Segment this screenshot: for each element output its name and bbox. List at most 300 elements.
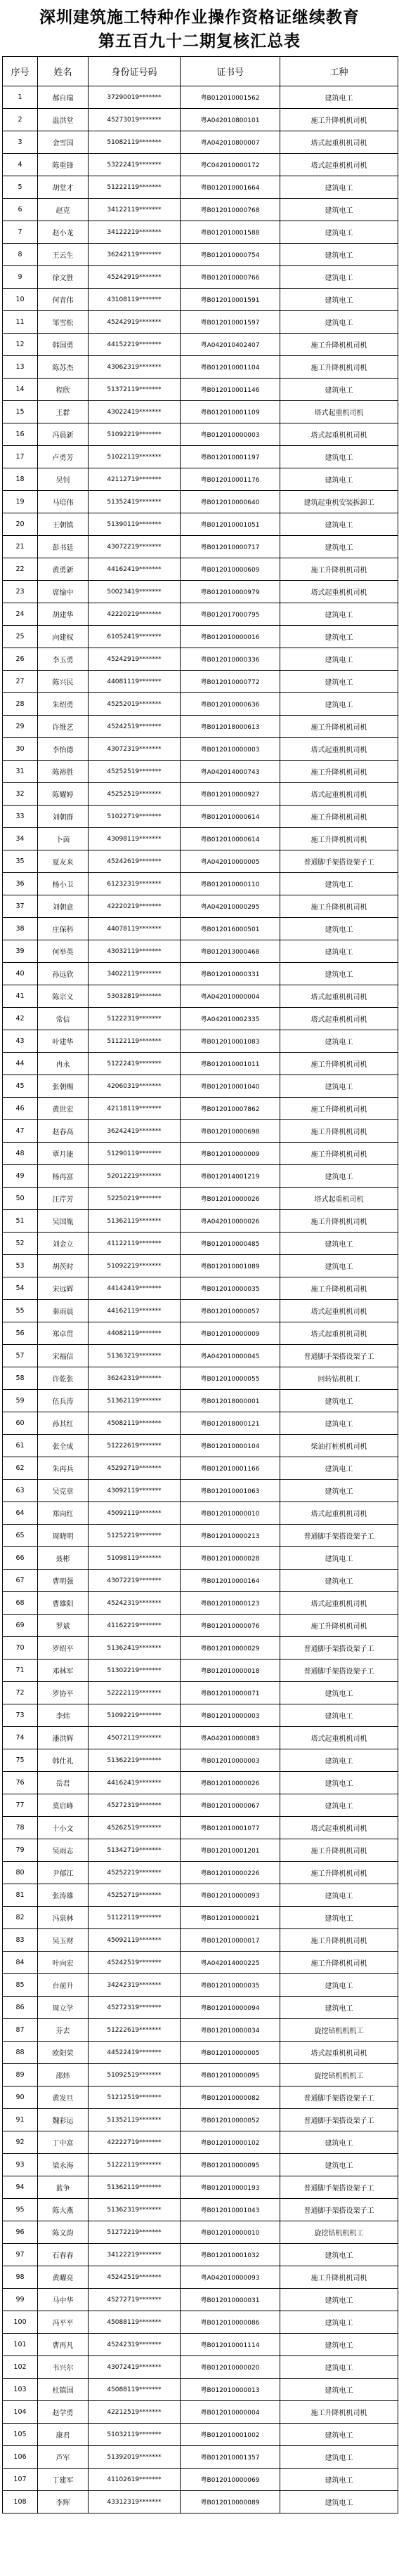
cell-cert-number: 粤B012010000754: [181, 244, 280, 266]
cell-cert-number: 粤B012010001201: [181, 1839, 280, 1862]
cell-id-number: 42222719*******: [89, 2131, 181, 2154]
cell-job-type: 施工升降机机司机: [280, 1952, 398, 1974]
cell-job-type: 旋挖钻机机机工: [280, 2019, 398, 2042]
cell-name: 蓝争: [38, 2176, 89, 2199]
table-row: [3, 2154, 398, 2176]
cell-seq: 60: [3, 1412, 38, 1435]
cell-cert-number: 粤C042010000172: [181, 154, 280, 176]
cell-name: 胡建华: [38, 603, 89, 626]
cell-name: 宋远辉: [38, 1277, 89, 1300]
cell-job-type: 建筑电工: [280, 176, 398, 199]
cell-cert-number: 粤B012010000010: [181, 1502, 280, 1525]
cell-job-type: 施工升降机机司机: [280, 356, 398, 379]
cell-job-type: 普通脚手架搭设架子工: [280, 1660, 398, 1682]
table-row: [3, 2131, 398, 2154]
cell-name: 梁永海: [38, 2154, 89, 2176]
cell-seq: 100: [3, 2311, 38, 2334]
cell-id-number: 51222319*******: [89, 1008, 181, 1030]
cell-job-type: 建筑电工: [280, 468, 398, 491]
cell-seq: 10: [3, 289, 38, 311]
cell-id-number: 51362319*******: [89, 2199, 181, 2221]
cell-name: 汪芹芳: [38, 1188, 89, 1210]
cell-cert-number: 粤B012014001219: [181, 1165, 280, 1188]
cell-name: 许维艺: [38, 716, 89, 738]
header-name: 姓名: [38, 57, 89, 86]
cell-seq: 98: [3, 2266, 38, 2289]
cell-seq: 73: [3, 1704, 38, 1727]
cell-seq: 89: [3, 2064, 38, 2087]
cell-name: 张涛雄: [38, 1884, 89, 1907]
cell-seq: 57: [3, 1345, 38, 1367]
cell-seq: 103: [3, 2379, 38, 2401]
table-row: [3, 693, 398, 716]
cell-id-number: 51022119*******: [89, 446, 181, 468]
table-row: [3, 1525, 398, 1547]
cell-id-number: 43032119*******: [89, 940, 181, 963]
cell-cert-number: 粤B012010000003: [181, 738, 280, 761]
cell-job-type: 建筑电工: [280, 1457, 398, 1480]
table-row: [3, 2042, 398, 2064]
cell-cert-number: 粤B012010001109: [181, 401, 280, 423]
cell-name: 王群: [38, 401, 89, 423]
cell-name: 黄发旦: [38, 2087, 89, 2109]
table-row: [3, 671, 398, 693]
cell-seq: 36: [3, 873, 38, 895]
cell-id-number: 51222619*******: [89, 2019, 181, 2042]
cell-id-number: 51362419*******: [89, 1637, 181, 1660]
cell-job-type: 建筑电工: [280, 2131, 398, 2154]
cell-name: 叶向宏: [38, 1952, 89, 1974]
title-line-1: 深圳建筑施工特种作业操作资格证继续教育: [39, 8, 360, 27]
cell-name: 程欣: [38, 379, 89, 401]
cell-name: 罗协平: [38, 1682, 89, 1704]
cell-seq: 18: [3, 468, 38, 491]
table-row: [3, 1682, 398, 1704]
cell-job-type: 普通脚手架搭设架子工: [280, 1637, 398, 1660]
cell-cert-number: 粤B012018000121: [181, 1412, 280, 1435]
table-row: [3, 1210, 398, 1233]
cell-name: 陈兴民: [38, 671, 89, 693]
cell-job-type: 塔式起重机机司机: [280, 985, 398, 1008]
table-row: [3, 1547, 398, 1570]
table-row: [3, 176, 398, 199]
cell-seq: 2: [3, 109, 38, 131]
table-row: [3, 648, 398, 671]
cell-id-number: 45242519*******: [89, 716, 181, 738]
cell-name: 丁中富: [38, 2131, 89, 2154]
cell-name: 郑向红: [38, 1502, 89, 1525]
cell-id-number: 51082119*******: [89, 131, 181, 154]
cell-id-number: 45242519*******: [89, 1952, 181, 1974]
cell-seq: 99: [3, 2289, 38, 2311]
header-cert-number: 证书号: [181, 57, 280, 86]
cell-name: 温洪堂: [38, 109, 89, 131]
cell-name: 罗斌: [38, 1615, 89, 1637]
cell-seq: 84: [3, 1952, 38, 1974]
cell-cert-number: 粤B012010000331: [181, 963, 280, 985]
cell-id-number: 50023419*******: [89, 581, 181, 603]
cell-seq: 25: [3, 626, 38, 648]
table-row: [3, 1592, 398, 1615]
cell-id-number: 44152219*******: [89, 334, 181, 356]
cell-cert-number: 粤A042010000093: [181, 2266, 280, 2289]
cell-seq: 4: [3, 154, 38, 176]
cell-id-number: 45272319*******: [89, 1794, 181, 1817]
cell-job-type: 建筑电工: [280, 221, 398, 244]
cell-cert-number: 粤B012010001043: [181, 2199, 280, 2221]
cell-job-type: 建筑电工: [280, 1030, 398, 1053]
cell-cert-number: 粤B012010001040: [181, 1075, 280, 1098]
cell-id-number: 51302219*******: [89, 1660, 181, 1682]
cell-seq: 13: [3, 356, 38, 379]
cell-job-type: 建筑电工: [280, 1255, 398, 1277]
cell-job-type: 塔式起重机机司机: [280, 131, 398, 154]
cell-name: 赵小龙: [38, 221, 89, 244]
table-row: [3, 1480, 398, 1502]
cell-cert-number: 粤B012010000026: [181, 1772, 280, 1794]
cell-cert-number: 粤B012010000193: [181, 2176, 280, 2199]
cell-cert-number: 粤B012010000979: [181, 581, 280, 603]
cell-name: 王朝镇: [38, 513, 89, 536]
cell-seq: 37: [3, 895, 38, 918]
cell-job-type: 施工升降机机司机: [280, 1098, 398, 1120]
cell-id-number: 51390119*******: [89, 513, 181, 536]
table-row: [3, 985, 398, 1008]
cell-job-type: 建筑电工: [280, 536, 398, 558]
cell-job-type: 塔式起重机机司机: [280, 423, 398, 446]
cell-id-number: 42212519*******: [89, 2401, 181, 2424]
cell-id-number: 41102619*******: [89, 2469, 181, 2491]
summary-table: [2, 56, 398, 2513]
cell-name: 赵学勇: [38, 2401, 89, 2424]
cell-name: 陈文韵: [38, 2221, 89, 2244]
cell-name: 丁建军: [38, 2469, 89, 2491]
cell-job-type: 塔式起重机司机: [280, 401, 398, 423]
cell-job-type: 塔式起重机机司机: [280, 1300, 398, 1322]
cell-job-type: 塔式起重机机司机: [280, 1322, 398, 1345]
cell-id-number: 51222119*******: [89, 176, 181, 199]
cell-job-type: 普通脚手架搭设架子工: [280, 2199, 398, 2221]
cell-cert-number: 粤B012010000614: [181, 828, 280, 850]
table-row: [3, 1997, 398, 2019]
cell-seq: 22: [3, 558, 38, 581]
cell-id-number: 45082119*******: [89, 1412, 181, 1435]
table-row: [3, 963, 398, 985]
table-row: [3, 2491, 398, 2513]
table-row: [3, 1322, 398, 1345]
cell-seq: 65: [3, 1525, 38, 1547]
cell-job-type: 建筑电工: [280, 2469, 398, 2491]
cell-id-number: 51032119*******: [89, 2424, 181, 2446]
cell-id-number: 45242319*******: [89, 2334, 181, 2356]
cell-id-number: 51092519*******: [89, 2064, 181, 2087]
table-row: [3, 738, 398, 761]
cell-cert-number: 粤B012010000029: [181, 1637, 280, 1660]
cell-cert-number: 粤B012010000034: [181, 2019, 280, 2042]
cell-name: 秦雨晨: [38, 1300, 89, 1322]
table-row: [3, 558, 398, 581]
table-row: [3, 1188, 398, 1210]
cell-job-type: 建筑电工: [280, 2334, 398, 2356]
cell-cert-number: 粤B012010000016: [181, 626, 280, 648]
cell-job-type: 普通脚手架搭设架子工: [280, 1345, 398, 1367]
cell-cert-number: 粤B012010000005: [181, 2042, 280, 2064]
cell-seq: 54: [3, 1277, 38, 1300]
cell-cert-number: 粤A042010000045: [181, 1345, 280, 1367]
table-row: [3, 1704, 398, 1727]
cell-job-type: 建筑电工: [280, 379, 398, 401]
cell-job-type: 建筑电工: [280, 1547, 398, 1570]
cell-job-type: 建筑电工: [280, 199, 398, 221]
cell-job-type: 建筑电工: [280, 1997, 398, 2019]
table-row: [3, 266, 398, 289]
table-row: [3, 1143, 398, 1165]
cell-name: 刘金立: [38, 1233, 89, 1255]
cell-seq: 91: [3, 2109, 38, 2131]
cell-cert-number: 粤B012010001032: [181, 2244, 280, 2266]
table-row: [3, 806, 398, 828]
cell-name: 卢勇芳: [38, 446, 89, 468]
table-row: [3, 873, 398, 895]
cell-cert-number: 粤B012010000017: [181, 1929, 280, 1952]
table-row: [3, 379, 398, 401]
cell-cert-number: 粤B012010000213: [181, 1525, 280, 1547]
cell-cert-number: 粤B012010000055: [181, 1367, 280, 1390]
cell-cert-number: 粤B012010001002: [181, 2424, 280, 2446]
cell-seq: 3: [3, 131, 38, 154]
cell-name: 常信: [38, 1008, 89, 1030]
cell-id-number: 42060319*******: [89, 1075, 181, 1098]
cell-name: 杨小卫: [38, 873, 89, 895]
cell-id-number: 51352119*******: [89, 2109, 181, 2131]
cell-cert-number: 粤B012010001077: [181, 1817, 280, 1839]
cell-seq: 53: [3, 1255, 38, 1277]
cell-id-number: 34122219*******: [89, 2244, 181, 2266]
cell-name: 邹雪松: [38, 311, 89, 334]
table-row: [3, 603, 398, 626]
cell-name: 邓林军: [38, 1660, 89, 1682]
cell-seq: 72: [3, 1682, 38, 1704]
cell-id-number: 51272219*******: [89, 2221, 181, 2244]
table-row: [3, 1907, 398, 1929]
cell-name: 马培伟: [38, 491, 89, 513]
table-row: [3, 1030, 398, 1053]
cell-seq: 47: [3, 1120, 38, 1143]
cell-job-type: 塔式起重机机司机: [280, 1502, 398, 1525]
cell-seq: 88: [3, 2042, 38, 2064]
cell-name: 黄勇新: [38, 558, 89, 581]
cell-seq: 51: [3, 1210, 38, 1233]
cell-job-type: 施工升降机机司机: [280, 1277, 398, 1300]
cell-id-number: 51222619*******: [89, 1435, 181, 1457]
header-job-type: 工种: [280, 57, 398, 86]
cell-cert-number: 粤B012010000031: [181, 2289, 280, 2311]
cell-seq: 40: [3, 963, 38, 985]
cell-job-type: 建筑电工: [280, 1704, 398, 1727]
table-row: [3, 2424, 398, 2446]
cell-seq: 92: [3, 2131, 38, 2154]
cell-job-type: 建筑电工: [280, 1749, 398, 1772]
cell-job-type: 施工升降机机司机: [280, 334, 398, 356]
cell-cert-number: 粤A042010000083: [181, 1727, 280, 1749]
table-row: [3, 940, 398, 963]
cell-cert-number: 粤B012016000501: [181, 918, 280, 940]
cell-job-type: 建筑电工: [280, 1480, 398, 1502]
table-row: [3, 2356, 398, 2379]
cell-id-number: 51092219*******: [89, 1704, 181, 1727]
cell-id-number: 45242319*******: [89, 1592, 181, 1615]
cell-cert-number: 粤B012010001114: [181, 2334, 280, 2356]
cell-seq: 39: [3, 940, 38, 963]
cell-id-number: 45242919*******: [89, 266, 181, 289]
cell-id-number: 42220219*******: [89, 895, 181, 918]
cell-id-number: 51362119*******: [89, 1210, 181, 1233]
cell-name: 孙远欣: [38, 963, 89, 985]
cell-seq: 97: [3, 2244, 38, 2266]
cell-id-number: 44162119*******: [89, 1300, 181, 1322]
cell-name: 吴克章: [38, 1480, 89, 1502]
cell-id-number: 45242919*******: [89, 311, 181, 334]
cell-seq: 69: [3, 1615, 38, 1637]
cell-seq: 8: [3, 244, 38, 266]
cell-id-number: 42112719*******: [89, 468, 181, 491]
cell-seq: 23: [3, 581, 38, 603]
cell-job-type: 建筑电工: [280, 963, 398, 985]
cell-name: 孙其红: [38, 1412, 89, 1435]
cell-job-type: 普通脚手架搭设架子工: [280, 1525, 398, 1547]
cell-job-type: 塔式起重机机司机: [280, 1592, 398, 1615]
cell-id-number: 45092119*******: [89, 1502, 181, 1525]
cell-job-type: 建筑电工: [280, 671, 398, 693]
cell-cert-number: 粤B012010000057: [181, 1300, 280, 1322]
cell-id-number: 44142419*******: [89, 1277, 181, 1300]
cell-id-number: 42220219*******: [89, 603, 181, 626]
table-row: [3, 2379, 398, 2401]
cell-job-type: 塔式起重机机司机: [280, 1727, 398, 1749]
cell-cert-number: 粤B012010001063: [181, 1480, 280, 1502]
cell-name: 陈大燕: [38, 2199, 89, 2221]
cell-name: 杜镇国: [38, 2379, 89, 2401]
cell-job-type: 施工升降机机司机: [280, 558, 398, 581]
cell-name: 胡茨时: [38, 1255, 89, 1277]
cell-name: 周立学: [38, 1997, 89, 2019]
table-row: [3, 1300, 398, 1322]
cell-seq: 86: [3, 1997, 38, 2019]
cell-name: 覃月能: [38, 1143, 89, 1165]
cell-seq: 34: [3, 828, 38, 850]
cell-id-number: 52012219*******: [89, 1165, 181, 1188]
cell-id-number: 51392019*******: [89, 2446, 181, 2469]
cell-seq: 71: [3, 1660, 38, 1682]
cell-job-type: 建筑电工: [280, 1075, 398, 1098]
cell-id-number: 51212519*******: [89, 2087, 181, 2109]
cell-cert-number: 粤A042014000743: [181, 761, 280, 783]
cell-seq: 61: [3, 1435, 38, 1457]
cell-seq: 48: [3, 1143, 38, 1165]
cell-seq: 59: [3, 1390, 38, 1412]
table-row: [3, 626, 398, 648]
cell-job-type: 施工升降机机司机: [280, 109, 398, 131]
table-row: [3, 2289, 398, 2311]
cell-job-type: 塔式起重机机司机: [280, 2042, 398, 2064]
cell-cert-number: 粤B012010000110: [181, 873, 280, 895]
cell-name: 王云生: [38, 244, 89, 266]
cell-cert-number: 粤B012010000003: [181, 1704, 280, 1727]
cell-id-number: 44162419*******: [89, 1772, 181, 1794]
cell-id-number: 51222119*******: [89, 2154, 181, 2176]
table-row: [3, 581, 398, 603]
cell-name: 曹再凡: [38, 2334, 89, 2356]
cell-seq: 41: [3, 985, 38, 1008]
document-title: [0, 0, 399, 53]
cell-job-type: 建筑电工: [280, 940, 398, 963]
table-row: [3, 109, 398, 131]
cell-id-number: 45092119*******: [89, 1929, 181, 1952]
cell-job-type: 建筑电工: [280, 1884, 398, 1907]
table-row: [3, 1974, 398, 1997]
cell-seq: 81: [3, 1884, 38, 1907]
cell-name: 何举英: [38, 940, 89, 963]
table-row: [3, 86, 398, 109]
cell-id-number: 51122119*******: [89, 1030, 181, 1053]
cell-name: 冉永: [38, 1053, 89, 1075]
cell-id-number: 44078119*******: [89, 918, 181, 940]
cell-seq: 77: [3, 1794, 38, 1817]
cell-id-number: 43108119*******: [89, 289, 181, 311]
cell-seq: 79: [3, 1839, 38, 1862]
cell-cert-number: 粤A042010000295: [181, 895, 280, 918]
cell-name: 郝自瑞: [38, 86, 89, 109]
cell-id-number: 43092119*******: [89, 1480, 181, 1502]
cell-cert-number: 粤B012010000013: [181, 2379, 280, 2401]
table-row: [3, 850, 398, 873]
cell-id-number: 34022119*******: [89, 963, 181, 985]
cell-id-number: 45272319*******: [89, 1997, 181, 2019]
cell-id-number: 45072119*******: [89, 1727, 181, 1749]
cell-seq: 93: [3, 2154, 38, 2176]
cell-job-type: 建筑电工: [280, 648, 398, 671]
table-row: [3, 1502, 398, 1525]
table-row: [3, 1457, 398, 1480]
cell-cert-number: 粤B012010000082: [181, 2087, 280, 2109]
cell-id-number: 43098119*******: [89, 828, 181, 850]
table-row: [3, 1367, 398, 1390]
cell-seq: 31: [3, 761, 38, 783]
cell-cert-number: 粤B012010001357: [181, 2446, 280, 2469]
cell-cert-number: 粤B012010000095: [181, 2154, 280, 2176]
table-row: [3, 2176, 398, 2199]
cell-id-number: 51290119*******: [89, 1143, 181, 1165]
table-row: [3, 1637, 398, 1660]
cell-id-number: 51122119*******: [89, 1907, 181, 1929]
cell-seq: 104: [3, 2401, 38, 2424]
cell-id-number: 52250219*******: [89, 1188, 181, 1210]
cell-id-number: 43022419*******: [89, 401, 181, 423]
table-row: [3, 311, 398, 334]
cell-id-number: 52222119*******: [89, 1682, 181, 1704]
cell-cert-number: 粤B012010000717: [181, 536, 280, 558]
cell-job-type: 建筑电工: [280, 873, 398, 895]
cell-cert-number: 粤B012018000001: [181, 1390, 280, 1412]
cell-cert-number: 粤B012010000485: [181, 1233, 280, 1255]
cell-name: 金雪国: [38, 131, 89, 154]
table-row: [3, 199, 398, 221]
cell-name: 周晓明: [38, 1525, 89, 1547]
table-row: [3, 401, 398, 423]
cell-cert-number: 粤B012010001176: [181, 468, 280, 491]
cell-job-type: 施工升降机机司机: [280, 1615, 398, 1637]
table-row: [3, 1435, 398, 1457]
